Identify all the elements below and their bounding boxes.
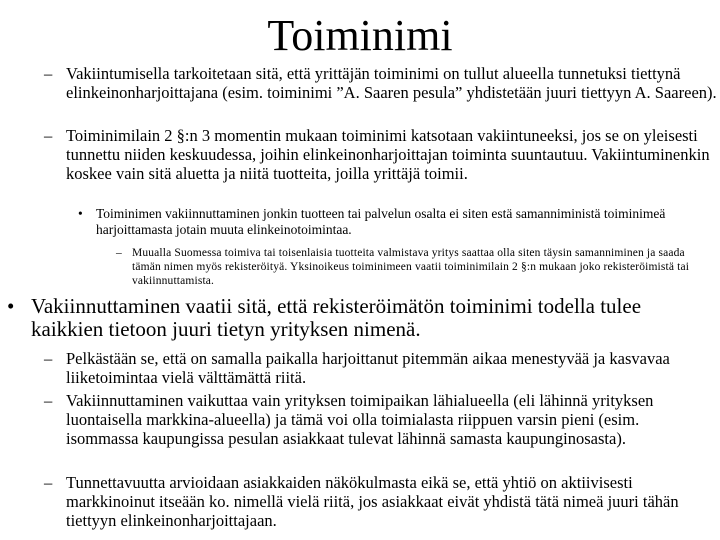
dash-marker: – <box>44 64 53 83</box>
list-item <box>44 391 696 448</box>
list-item <box>78 206 676 238</box>
item-text: Vakiinnuttaminen vaatii sitä, että rekisteröimätön toiminimi todella tulee kaikkien tietoon juuri tietyn yrityksen nimenä. <box>31 294 642 341</box>
dash-marker: – <box>44 126 53 145</box>
item-text: Tunnettavuutta arvioidaan asiakkaiden näkökulmasta eikä se, että yhtiö on aktiivisesti markkinoinut itseään ko. nimellä vielä riitä, jos asiakkaat eivät yhdistä tätä nimeä juuri tähän tiettyyn elinkeinonharjoittajaan. <box>66 473 679 530</box>
item-text: Pelkästään se, että on samalla paikalla harjoittanut pitemmän aikaa menestyvää ja kasvavaa liiketoimintaa vielä välttämättä riitä. <box>66 349 670 387</box>
dash-marker: – <box>44 473 53 492</box>
list-item <box>44 473 696 530</box>
item-text: Muualla Suomessa toimiva tai toisenlaisia tuotteita valmistava yritys saattaa olla siten täysin samanniminen ja saada tämän nimen myös rekisteröityä. Yksinoikeus toiminimeen vaatii toiminimilain 2 §:n mukaan joko rekisteröimistä tai vakiinnuttamista. <box>132 247 690 287</box>
list-item <box>7 294 695 341</box>
list-item <box>44 349 696 387</box>
item-text: Vakiinnuttaminen vaikuttaa vain yrityksen toimipaikan lähialueella (eli lähinnä yrityksen luontaisella markkina-alueella) ja tämä voi olla toimialasta riippuen varsin pieni (esim. isommassa kaupungissa pesulan asiakkaat tulevat lähinnä samasta kaupunginosasta). <box>66 391 654 448</box>
list-item <box>44 126 720 183</box>
dash-marker: – <box>116 247 122 259</box>
item-text: Vakiintumisella tarkoitetaan sitä, että yrittäjän toiminimi on tullut alueella tunnetuksi tiettynä elinkeinonharjoittajana (esim. toiminimi ”A. Saaren pesula” yhdistetään juuri tiettyyn A. Saareen). <box>66 64 717 102</box>
slide-title: Toiminimi <box>267 11 453 60</box>
list-item <box>116 246 714 288</box>
dash-marker: – <box>44 349 53 368</box>
item-text: Toiminimilain 2 §:n 3 momentin mukaan toiminimi katsotaan vakiintuneeksi, jos se on yleisesti tunnettu niiden keskuudessa, joihin elinkeinonharjoittajan toiminta suuntautuu. Vakiintuminenkin koskee vain sitä aluetta ja niitä tuotteita, joilla yrittäjä toimii. <box>66 126 710 183</box>
dash-marker: – <box>44 391 53 410</box>
bullet-marker: • <box>7 294 15 318</box>
bullet-marker: • <box>78 206 83 221</box>
item-text: Toiminimen vakiinnuttaminen jonkin tuotteen tai palvelun osalta ei siten estä samanniministä toiminimeä harjoittamasta jotain muuta elinkeinotoimintaa. <box>96 206 666 237</box>
list-item <box>44 64 720 102</box>
